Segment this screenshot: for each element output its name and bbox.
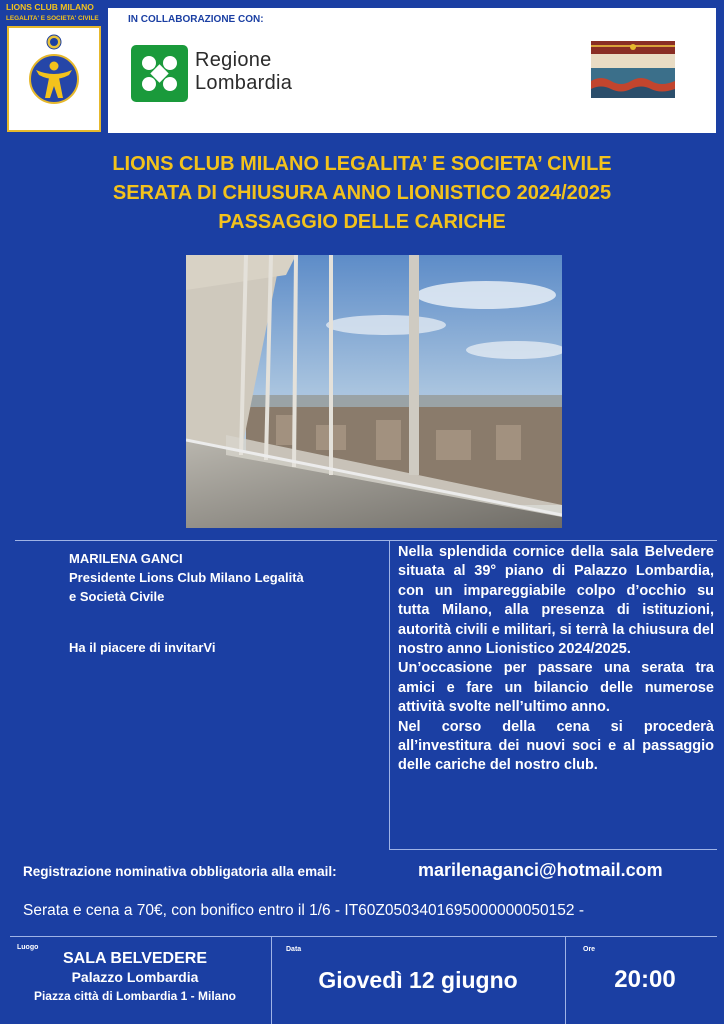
- registration-label: Registrazione nominativa obbligatoria alla email:: [23, 864, 337, 879]
- time-label: Ore: [583, 946, 596, 953]
- description-paragraph3: Nel corso della cena si procederà all’investitura dei nuovi soci e al passaggio delle cariche del nostro club.: [398, 718, 714, 774]
- president-role-line2: e Società Civile: [69, 589, 165, 604]
- title-line2: SERATA DI CHIUSURA ANNO LIONISTICO 2024/2025: [112, 182, 612, 204]
- divider-vertical-description: [389, 540, 390, 849]
- collaboration-label: IN COLLABORAZIONE CON:: [128, 14, 264, 25]
- book-cover-image: [591, 41, 675, 98]
- event-titles: [0, 150, 724, 237]
- time-value: 20:00: [614, 966, 676, 993]
- president-role-line1: Presidente Lions Club Milano Legalità: [69, 570, 304, 585]
- divider-bottom: [10, 936, 717, 937]
- venue-label: Luogo: [17, 944, 39, 951]
- description-paragraph1: Nella splendida cornice della sala Belvedere situata al 39° piano di Palazzo Lombardia, con un impareggiabile colpo d’occhio su tutta Milano, alla presenza di istituzioni, autorità civili e militari, si terrà la chiusura del nostro anno Lionistico 2024/2025.: [398, 544, 714, 658]
- date-label: Data: [286, 946, 302, 953]
- divider-venue-date: [271, 936, 272, 1024]
- partner-name: [195, 49, 292, 95]
- venue-name: SALA BELVEDERE: [62, 950, 207, 967]
- invite-text: Ha il piacere di invitarVi: [69, 640, 216, 655]
- divider-top: [15, 540, 717, 541]
- president-block: [69, 549, 304, 606]
- venue-address: Piazza città di Lombardia 1 - Milano: [33, 989, 237, 1003]
- belvedere-photo: [186, 255, 562, 528]
- regione-lombardia-logo-icon: [131, 45, 188, 102]
- lions-logo: [7, 26, 101, 132]
- club-name: [6, 2, 99, 24]
- divider-middle: [389, 849, 717, 850]
- date-value: Giovedì 12 giugno: [318, 967, 518, 993]
- collaboration-panel: [108, 8, 716, 133]
- title-line1: LIONS CLUB MILANO LEGALITA’ E SOCIETA’ CIVILE: [112, 153, 612, 175]
- price-text: Serata e cena a 70€, con bonifico entro il 1/6 - IT60Z0503401695000000050152 -: [23, 902, 584, 919]
- partner-name-line2: Lombardia: [195, 72, 293, 94]
- title-line3: PASSAGGIO DELLE CARICHE: [218, 211, 506, 233]
- club-header: [0, 0, 105, 135]
- club-name-line2: LEGALITA' E SOCIETA' CIVILE: [6, 15, 99, 22]
- event-description: [398, 543, 714, 776]
- registration-email[interactable]: marilenaganci@hotmail.com: [418, 860, 663, 880]
- club-name-line1: LIONS CLUB MILANO: [6, 2, 94, 12]
- venue-block: [0, 949, 270, 1006]
- president-name: MARILENA GANCI: [69, 551, 183, 566]
- description-paragraph2: Un’occasione per passare una serata tra amici e fare un bilancio delle numerose attività svolte nell’ultimo anno.: [398, 660, 714, 716]
- venue-building: Palazzo Lombardia: [71, 969, 199, 985]
- partner-name-line1: Regione: [195, 49, 272, 71]
